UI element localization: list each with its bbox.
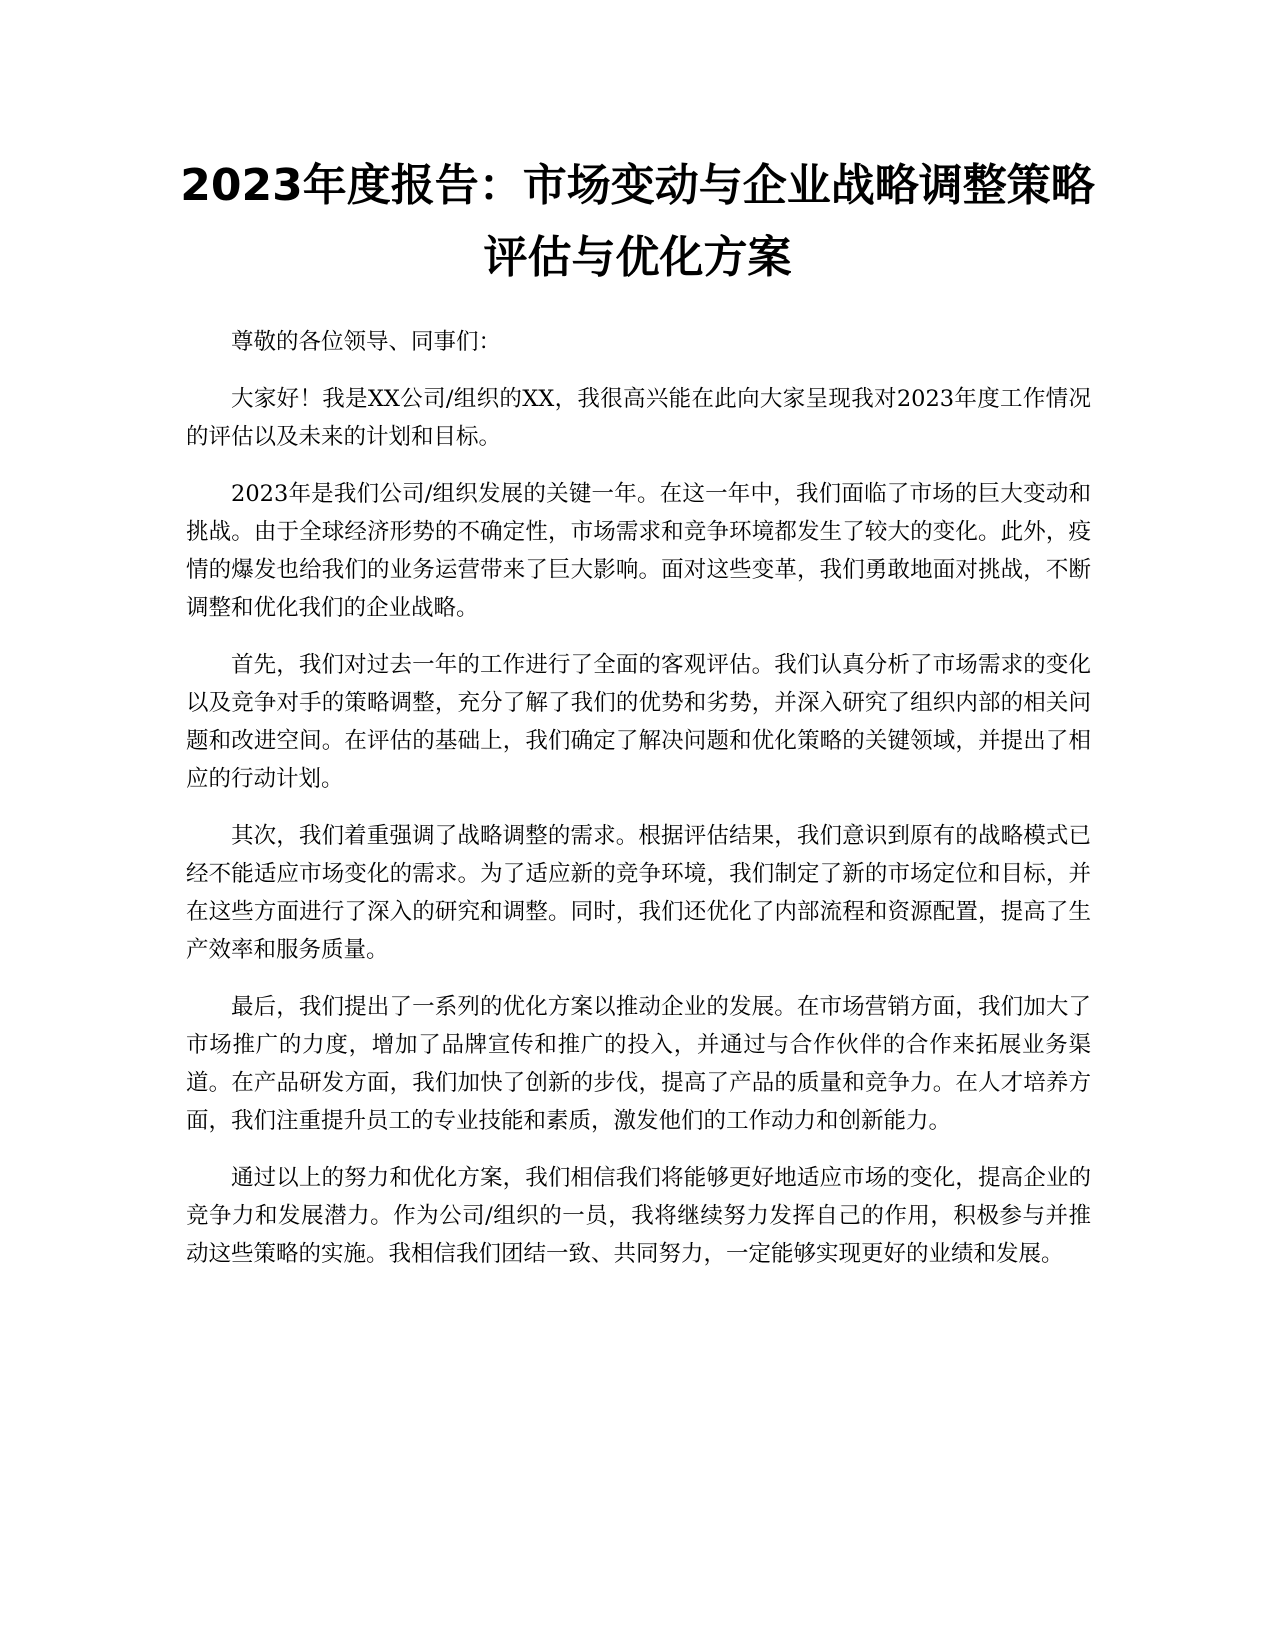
greeting-paragraph: 大家好！我是XX公司/组织的XX，我很高兴能在此向大家呈现我对2023年度工作情况的评估以及未来的计划和目标。 (186, 386, 1091, 450)
strategy-adjustment-paragraph: 其次，我们着重强调了战略调整的需求。根据评估结果，我们意识到原有的战略模式已经不能适应市场变化的需求。为了适应新的竞争环境，我们制定了新的市场定位和目标，并在这些方面进行了深入的研究和调整。同时，我们还优化了内部流程和资源配置，提高了生产效率和服务质量。 (186, 823, 1091, 963)
optimization-plan-paragraph: 最后，我们提出了一系列的优化方案以推动企业的发展。在市场营销方面，我们加大了市场推广的力度，增加了品牌宣传和推广的投入，并通过与合作伙伴的合作来拓展业务渠道。在产品研发方面，我们加快了创新的步伐，提高了产品的质量和竞争力。在人才培养方面，我们注重提升员工的专业技能和素质，激发他们的工作动力和创新能力。 (186, 994, 1091, 1134)
document-title: 2023年度报告：市场变动与企业战略调整策略评估与优化方案 (180, 160, 1095, 283)
salutation-paragraph: 尊敬的各位领导、同事们： (231, 329, 502, 355)
conclusion-paragraph: 通过以上的努力和优化方案，我们相信我们将能够更好地适应市场的变化，提高企业的竞争力和发展潜力。作为公司/组织的一员，我将继续努力发挥自己的作用，积极参与并推动这些策略的实施。我相信我们团结一致、共同努力，一定能够实现更好的业绩和发展。 (186, 1165, 1091, 1267)
evaluation-paragraph: 首先，我们对过去一年的工作进行了全面的客观评估。我们认真分析了市场需求的变化以及竞争对手的策略调整，充分了解了我们的优势和劣势，并深入研究了组织内部的相关问题和改进空间。在评估的基础上，我们确定了解决问题和优化策略的关键领域，并提出了相应的行动计划。 (186, 652, 1091, 792)
document-body (186, 323, 1091, 1292)
background-paragraph: 2023年是我们公司/组织发展的关键一年。在这一年中，我们面临了市场的巨大变动和挑战。由于全球经济形势的不确定性，市场需求和竞争环境都发生了较大的变化。此外，疫情的爆发也给我们的业务运营带来了巨大影响。面对这些变革，我们勇敢地面对挑战，不断调整和优化我们的企业战略。 (186, 481, 1091, 621)
